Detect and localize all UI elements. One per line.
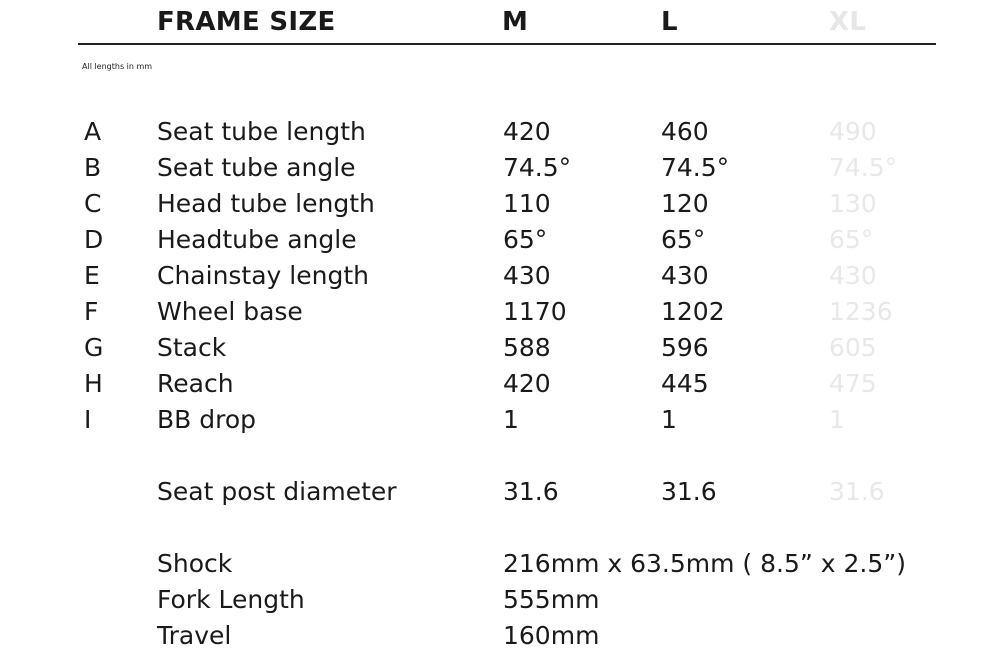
value-xl: 475 [829, 369, 877, 398]
spec-value: 216mm x 63.5mm ( 8.5” x 2.5”) [503, 549, 906, 578]
table-row [0, 186, 1000, 222]
spec-label: Travel [157, 621, 232, 650]
value-l: 31.6 [661, 477, 717, 506]
row-letter: B [84, 153, 102, 182]
size-m-heading: M [502, 7, 529, 37]
value-m: 420 [503, 369, 551, 398]
value-m: 110 [503, 189, 551, 218]
table-row [0, 366, 1000, 402]
value-l: 596 [661, 333, 709, 362]
row-label: Headtube angle [157, 225, 357, 254]
value-m: 65° [503, 225, 548, 254]
units-note: All lengths in mm [82, 62, 153, 71]
value-l: 65° [661, 225, 706, 254]
spec-value: 160mm [503, 621, 600, 650]
header-divider [78, 43, 936, 45]
value-m: 1 [503, 405, 519, 434]
value-l: 1202 [661, 297, 725, 326]
value-xl: 65° [829, 225, 874, 254]
row-letter: D [84, 225, 104, 254]
value-l: 120 [661, 189, 709, 218]
row-letter: E [84, 261, 100, 290]
row-label: Seat tube angle [157, 153, 356, 182]
seatpost-row [0, 474, 1000, 510]
value-xl: 1 [829, 405, 845, 434]
row-label: Stack [157, 333, 227, 362]
value-m: 31.6 [503, 477, 559, 506]
table-row [0, 114, 1000, 150]
value-m: 420 [503, 117, 551, 146]
value-l: 430 [661, 261, 709, 290]
table-row [0, 150, 1000, 186]
row-label: Chainstay length [157, 261, 369, 290]
row-letter: A [84, 117, 102, 146]
spec-row [0, 618, 1000, 654]
table-row [0, 402, 1000, 438]
value-l: 445 [661, 369, 709, 398]
table-row [0, 258, 1000, 294]
value-xl: 74.5° [829, 153, 898, 182]
value-l: 74.5° [661, 153, 730, 182]
size-xl-heading: XL [829, 7, 867, 37]
row-label: Wheel base [157, 297, 303, 326]
value-xl: 490 [829, 117, 877, 146]
table-row [0, 222, 1000, 258]
spec-row [0, 546, 1000, 582]
value-m: 588 [503, 333, 551, 362]
row-label: BB drop [157, 405, 257, 434]
row-label: Reach [157, 369, 234, 398]
table-row [0, 330, 1000, 366]
spec-label: Fork Length [157, 585, 305, 614]
frame-size-heading: FRAME SIZE [157, 7, 336, 37]
spec-value: 555mm [503, 585, 600, 614]
row-label: Seat post diameter [157, 477, 397, 506]
value-xl: 605 [829, 333, 877, 362]
value-l: 460 [661, 117, 709, 146]
value-xl: 130 [829, 189, 877, 218]
value-xl: 1236 [829, 297, 893, 326]
row-letter: G [84, 333, 104, 362]
row-letter: C [84, 189, 102, 218]
row-letter: H [84, 369, 103, 398]
value-xl: 31.6 [829, 477, 885, 506]
value-m: 430 [503, 261, 551, 290]
value-m: 74.5° [503, 153, 572, 182]
size-l-heading: L [661, 7, 678, 37]
value-m: 1170 [503, 297, 567, 326]
spec-label: Shock [157, 549, 233, 578]
row-label: Seat tube length [157, 117, 366, 146]
value-xl: 430 [829, 261, 877, 290]
spec-row [0, 582, 1000, 618]
table-row [0, 294, 1000, 330]
value-l: 1 [661, 405, 677, 434]
row-letter: I [84, 405, 92, 434]
row-letter: F [84, 297, 99, 326]
row-label: Head tube length [157, 189, 375, 218]
